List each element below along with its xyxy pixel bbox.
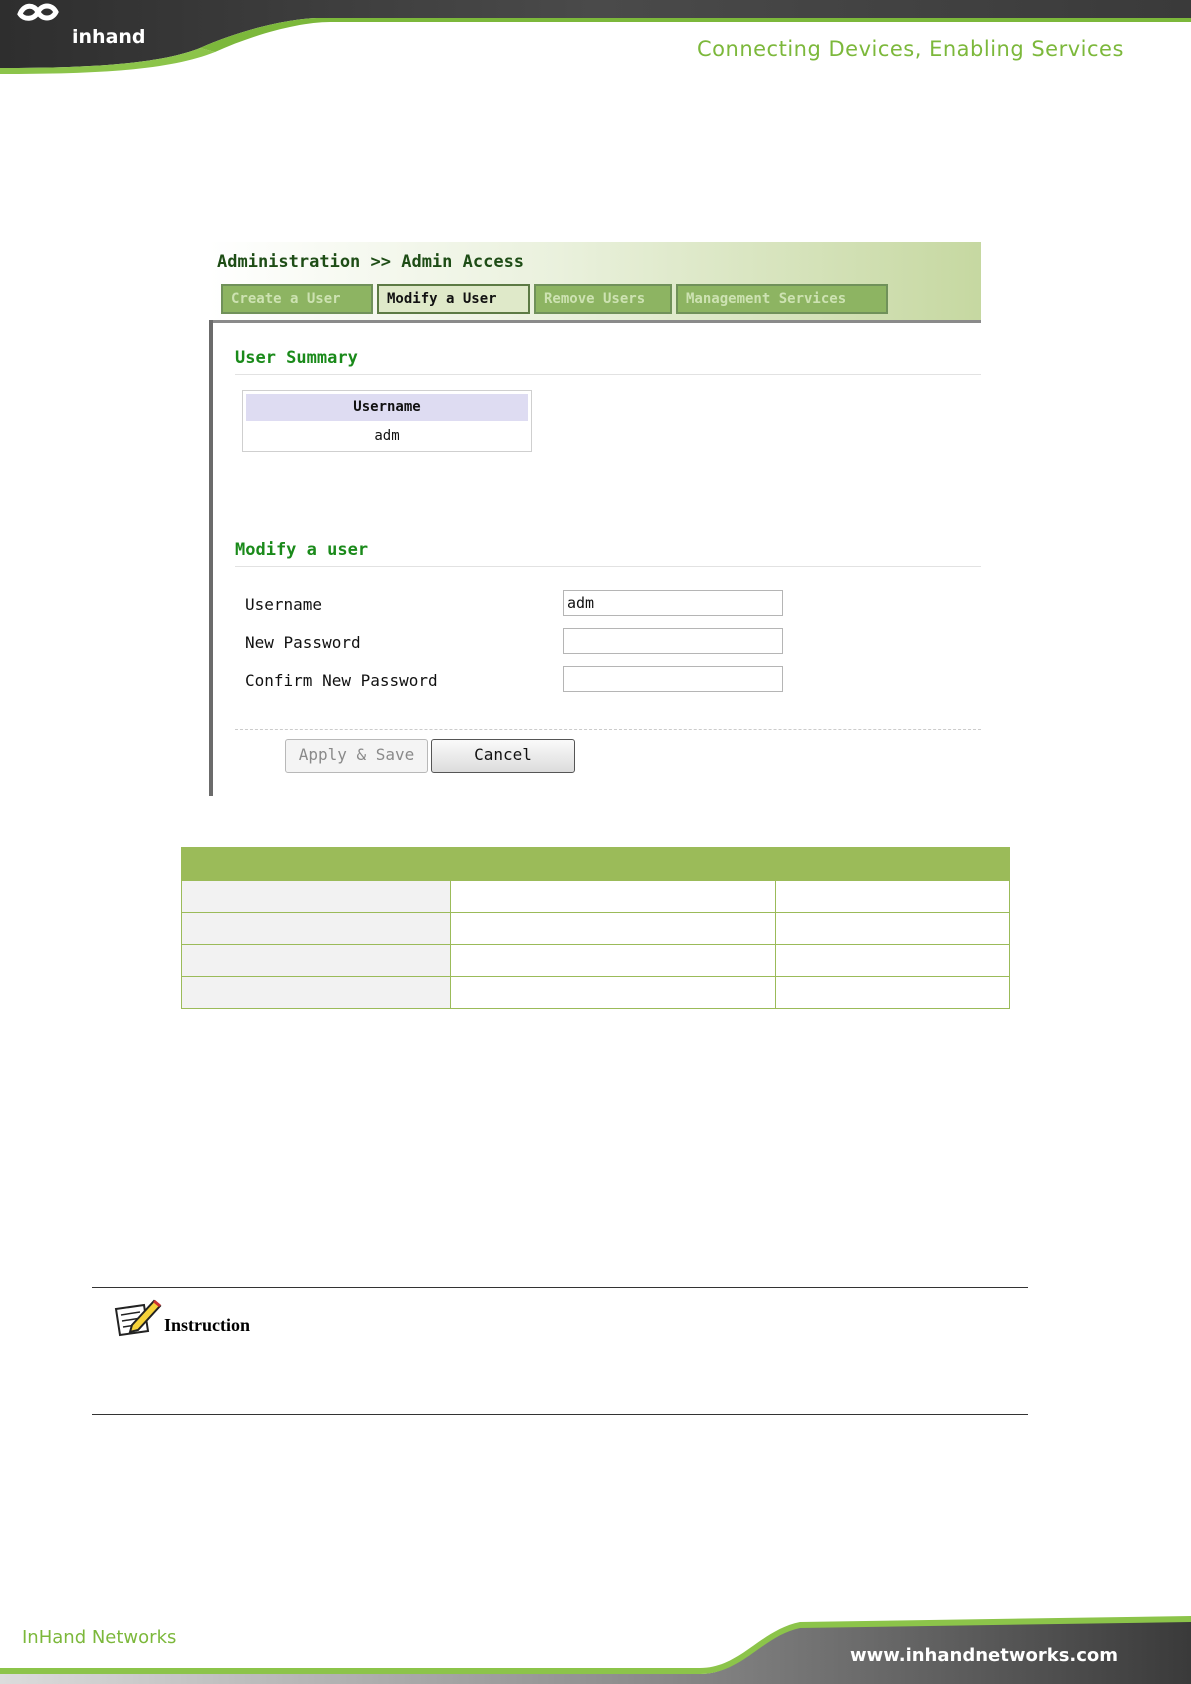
content-left-border [209,320,213,796]
modify-user-title: Modify a user [235,540,369,560]
table-row[interactable]: adm [374,428,400,444]
table-cell [775,881,1009,913]
table-cell [451,913,775,945]
user-summary-title: User Summary [235,348,358,368]
tab-remove-users[interactable]: Remove Users [534,284,672,314]
table-row [182,913,1010,945]
table-header-row [182,848,1010,881]
table-cell [451,977,775,1009]
new-password-input[interactable] [563,628,783,654]
table-cell [182,945,451,977]
section-divider [235,374,981,375]
tab-modify-a-user[interactable]: Modify a User [377,284,530,314]
logo-text: inhand [72,26,146,48]
table-cell [182,913,451,945]
content-top-border [209,320,981,323]
username-label: Username [245,595,323,614]
table-cell [775,913,1009,945]
parameter-table [181,847,1010,1009]
table-cell [775,977,1009,1009]
table-header-cell [451,848,775,881]
instruction-top-rule [92,1287,1028,1288]
table-header-cell [182,848,451,881]
pencil-note-icon [112,1297,164,1339]
instruction-bottom-rule [92,1414,1028,1415]
page-header [0,0,1191,75]
footer-company-name: InHand Networks [22,1627,177,1648]
table-cell [182,881,451,913]
header-tagline: Connecting Devices, Enabling Services [697,37,1124,61]
table-row [182,881,1010,913]
breadcrumb: Administration >> Admin Access [217,252,525,272]
tab-create-a-user[interactable]: Create a User [221,284,373,314]
form-divider [235,729,981,730]
table-cell [775,945,1009,977]
table-cell [451,881,775,913]
tab-management-services[interactable]: Management Services [676,284,888,314]
table-row [182,977,1010,1009]
user-summary-table [242,390,532,452]
confirm-password-label: Confirm New Password [245,671,438,690]
table-cell [182,977,451,1009]
username-input[interactable] [563,590,783,616]
cancel-button[interactable]: Cancel [431,739,575,773]
confirm-password-input[interactable] [563,666,783,692]
table-header-username: Username [246,394,528,421]
section-divider [235,566,981,567]
apply-save-button[interactable]: Apply & Save [285,739,428,773]
table-cell [451,945,775,977]
instruction-label: Instruction [164,1315,251,1335]
new-password-label: New Password [245,633,361,652]
table-row [182,945,1010,977]
inhand-logo-icon [0,0,80,50]
table-header-cell [775,848,1009,881]
screenshot-header [209,242,981,320]
footer-website-link[interactable]: www.inhandnetworks.com [850,1645,1119,1666]
admin-access-screenshot [209,242,981,796]
